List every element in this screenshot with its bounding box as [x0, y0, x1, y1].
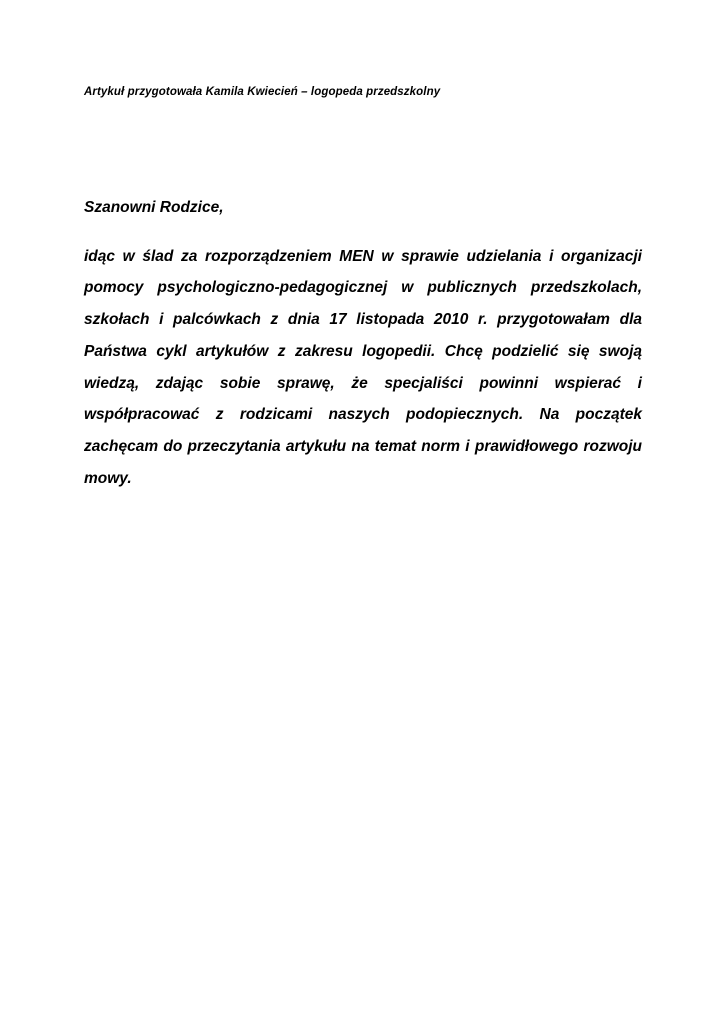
salutation-line: Szanowni Rodzice, — [84, 198, 224, 216]
document-text-column — [84, 0, 642, 527]
intro-paragraph: idąc w ślad za rozporządzeniem MEN w sprawie udzielania i organizacji pomocy psychologiczno-pedagogicznej w publicznych przedszkolach, szkołach i palcówkach z dnia 17 listopada 2010 r. przygotowałam dla Państwa cykl artykułów z zakresu logopedii. Chcę podzielić się swoją wiedzą, zdając sobie sprawę, że specjaliści powinni wspierać i współpracować z rodzicami naszych podopiecznych. Na początek zachęcam do przeczytania artykułu na temat norm i prawidłowego rozwoju mowy. — [84, 247, 642, 487]
author-credit-line: Artykuł przygotowała Kamila Kwiecień – logopeda przedszkolny — [84, 86, 441, 98]
